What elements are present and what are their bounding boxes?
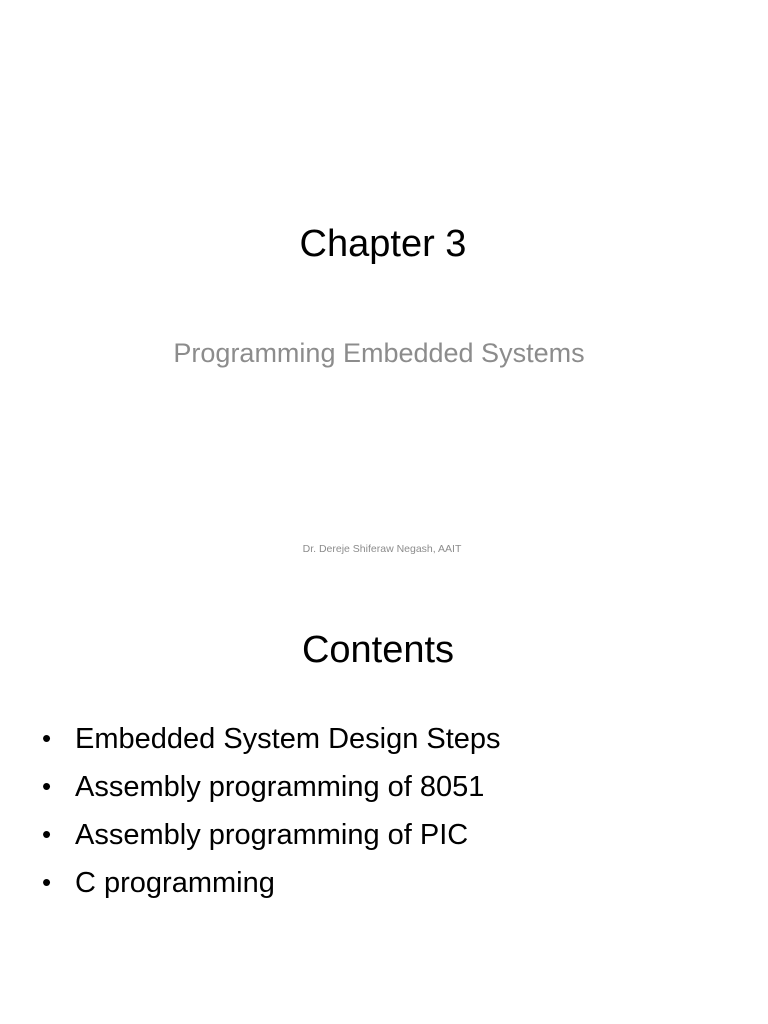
list-item-text: Assembly programming of 8051	[75, 771, 485, 803]
contents-slide	[0, 576, 768, 1024]
bullet-icon: •	[42, 771, 52, 801]
list-item	[42, 715, 501, 763]
bullet-icon: •	[42, 723, 52, 753]
list-item-text: Embedded System Design Steps	[75, 723, 501, 755]
list-item-text: C programming	[75, 867, 275, 899]
contents-list	[42, 715, 501, 907]
list-item-text: Assembly programming of PIC	[75, 819, 469, 851]
list-item	[42, 763, 501, 811]
contents-title: Contents	[301, 629, 455, 671]
list-item	[42, 859, 501, 907]
slide-footer: Dr. Dereje Shiferaw Negash, AAIT	[302, 543, 462, 555]
slide-title: Chapter 3	[299, 223, 467, 265]
list-item	[42, 811, 501, 859]
bullet-icon: •	[42, 819, 52, 849]
bullet-icon: •	[42, 867, 52, 897]
slide-subtitle: Programming Embedded Systems	[173, 338, 585, 368]
